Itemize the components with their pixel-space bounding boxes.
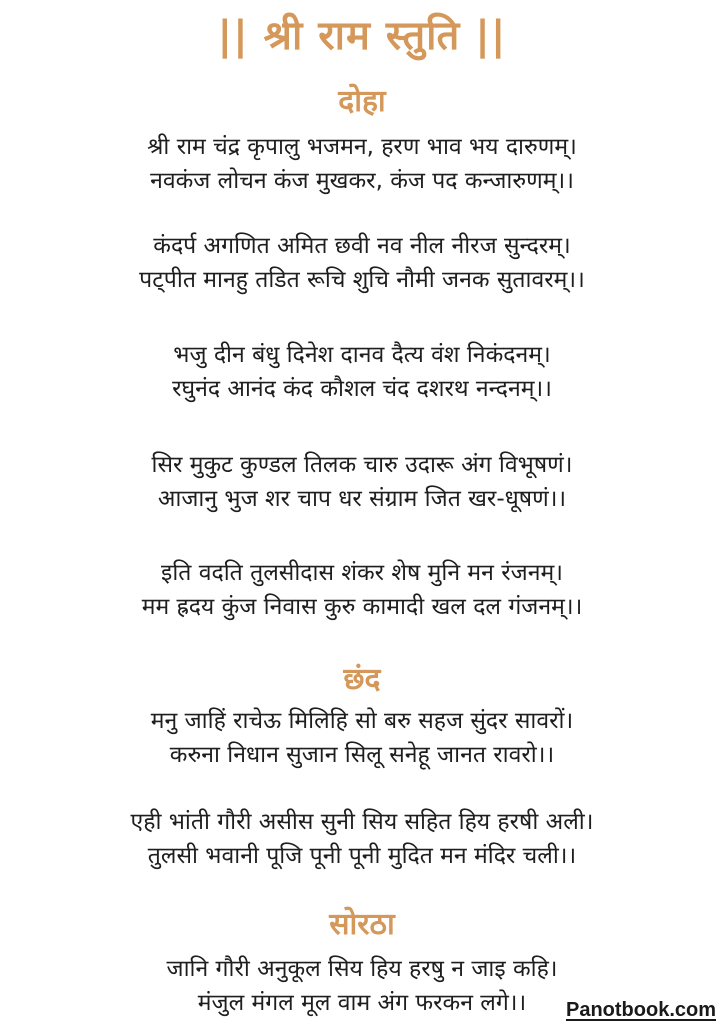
verse-line: एही भांती गौरी असीस सुनी सिय सहित हिय हरषी अली। (130, 809, 594, 835)
doha-stanza-1 (0, 130, 724, 198)
doha-stanza-5 (0, 556, 724, 624)
verse-line: रघुनंद आनंद कंद कौशल चंद दशरथ नन्दनम्।। (172, 376, 552, 402)
verse-line: इति वदति तुलसीदास शंकर शेष मुनि मन रंजनम्। (161, 560, 563, 586)
verse-line: करुना निधान सुजान सिलू सनेहू जानत रावरो।। (169, 742, 555, 768)
doha-stanza-3 (0, 338, 724, 406)
chhand-stanza-2 (0, 805, 724, 873)
verse-line: तुलसी भवानी पूजि पूनी पूनी मुदित मन मंदिर चली।। (147, 843, 577, 869)
section-heading-sortha: सोरठा (329, 907, 395, 942)
verse-line: मनु जाहिं राचेऊ मिलिहि सो बरु सहज सुंदर सावरों। (150, 708, 574, 734)
verse-line: आजानु भुज शर चाप धर संग्राम जित खर-धूषणं।। (157, 486, 567, 512)
doha-stanza-4 (0, 448, 724, 516)
verse-line: सिर मुकुट कुण्डल तिलक चारु उदारू अंग विभूषणं। (151, 452, 573, 478)
verse-line: भजु दीन बंधु दिनेश दानव दैत्य वंश निकंदनम्। (173, 342, 551, 368)
verse-line: कंदर्प अगणित अमित छवी नव नील नीरज सुन्दरम्। (153, 233, 571, 259)
doha-stanza-2 (0, 229, 724, 297)
verse-line: जानि गौरी अनुकूल सिय हिय हरषु न जाइ कहि। (166, 956, 558, 982)
chhand-stanza-1 (0, 704, 724, 772)
section-heading-doha: दोहा (338, 84, 386, 119)
section-heading-chhand: छंद (343, 662, 381, 697)
watermark-link[interactable]: Panotbook.com (565, 999, 716, 1021)
verse-line: मंजुल मंगल मूल वाम अंग फरकन लगे।। (197, 990, 527, 1016)
page-title: || श्री राम स्तुति || (217, 13, 507, 59)
verse-line: पट्पीत मानहु तडित रूचि शुचि नौमी जनक सुतावरम्।। (139, 267, 585, 293)
verse-line: श्री राम चंद्र कृपालु भजमन, हरण भाव भय दारुणम्। (147, 134, 577, 160)
verse-line: नवकंज लोचन कंज मुखकर, कंज पद कन्जारुणम्।। (150, 168, 574, 194)
verse-line: मम ह्रदय कुंज निवास कुरु कामादी खल दल गंजनम्।। (141, 594, 583, 620)
